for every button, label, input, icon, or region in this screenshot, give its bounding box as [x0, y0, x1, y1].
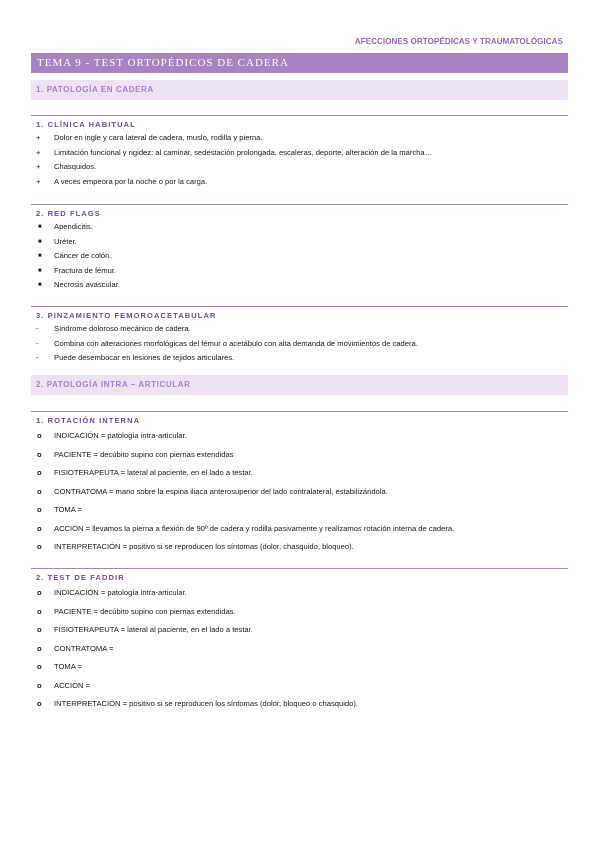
list-item — [31, 278, 568, 293]
bullet-list — [31, 584, 568, 714]
page-title: TEMA 9 - TEST ORTOPÉDICOS DE CADERA — [31, 53, 568, 73]
bullet-marker: o — [37, 468, 42, 477]
list-item-text: Limitación funcional y rigidez: al caminar, sedestación prolongada, escaleras, deporte, alteración de la marcha… — [54, 147, 433, 157]
list-item — [31, 427, 568, 446]
subsection-title: 2. RED FLAGS — [36, 209, 101, 218]
bullet-list — [31, 131, 568, 189]
list-item-text: Apendicitis. — [54, 222, 93, 231]
list-item-text: FISIOTERAPEUTA = lateral al paciente, en el lado a testar. — [54, 625, 253, 634]
running-header: AFECCIONES ORTOPÉDICAS Y TRAUMATOLÓGICAS — [354, 37, 563, 46]
bullet-marker: - — [36, 324, 39, 333]
bullet-marker: ■ — [38, 282, 42, 288]
list-item — [31, 446, 568, 465]
list-item-text: Uréter. — [54, 236, 77, 246]
bullet-marker: - — [36, 353, 39, 362]
bullet-marker: o — [37, 588, 42, 597]
list-item — [31, 584, 568, 603]
list-item-text: CONTRATOMA = — [54, 643, 114, 653]
list-item — [31, 483, 568, 502]
list-item — [31, 501, 568, 520]
list-item-text: Combina con alteraciones morfológicas del fémur o acetábulo con alta demanda de movimientos de cadera. — [54, 338, 418, 348]
list-item-text: Síndrome doloroso mecánico de cadera. — [54, 324, 191, 333]
list-item-text: INDICACIÓN = patología intra-articular. — [54, 588, 187, 597]
divider — [31, 115, 568, 116]
subsection-clinica-habitual — [31, 115, 568, 189]
divider — [31, 204, 568, 205]
subsection-title: 3. PINZAMIENTO FEMOROACETABULAR — [36, 311, 217, 320]
list-item — [31, 160, 568, 175]
bullet-marker: o — [37, 449, 42, 459]
divider — [31, 568, 568, 569]
bullet-list — [31, 322, 568, 366]
bullet-marker: ■ — [38, 224, 42, 230]
list-item — [31, 695, 568, 714]
list-item — [31, 249, 568, 264]
list-item-text: Chasquidos. — [54, 162, 97, 171]
list-item-text: Cáncer de colón. — [54, 251, 112, 260]
divider — [31, 306, 568, 307]
list-item-text: ACCIÓN = llevamos la pierna a flexión de 90º de cadera y rodilla pasivamente y realizamos rotación interna de cadera. — [54, 523, 455, 533]
subsection-title: 1. ROTACIÓN INTERNA — [36, 416, 141, 425]
bullet-marker: o — [37, 643, 42, 653]
list-item — [31, 131, 568, 146]
list-item — [31, 235, 568, 250]
bullet-marker: o — [37, 662, 42, 671]
bullet-marker: ■ — [38, 253, 42, 259]
list-item — [31, 640, 568, 659]
list-item — [31, 520, 568, 539]
bullet-marker: + — [36, 176, 41, 186]
bullet-marker: - — [36, 338, 39, 348]
list-item — [31, 175, 568, 190]
list-item-text: A veces empeora por la noche o por la carga. — [54, 176, 208, 186]
bullet-marker: o — [37, 680, 42, 690]
bullet-marker: ■ — [38, 238, 42, 245]
bullet-marker: o — [37, 699, 42, 708]
bullet-marker: o — [37, 523, 42, 533]
list-item-text: FISIOTERAPEUTA = lateral al paciente, en el lado a testar. — [54, 468, 253, 477]
bullet-marker: + — [36, 162, 41, 171]
bullet-marker: o — [37, 431, 42, 440]
divider — [31, 411, 568, 412]
subsection-pinzamiento — [31, 306, 568, 366]
subsection-title: 1. CLÍNICA HABITUAL — [36, 120, 136, 129]
bullet-marker: + — [36, 133, 41, 142]
subsection-red-flags — [31, 204, 568, 293]
list-item-text: INTERPRETACIÓN = positivo si se reproducen los síntomas (dolor, bloqueo o chasquido). — [54, 699, 358, 708]
list-item — [31, 264, 568, 279]
list-item-text: CONTRATOMA = mano sobre la espina iliaca anterosuperior del lado contralateral, estabilizándola. — [54, 486, 388, 496]
list-item-text: ACCIÓN = — [54, 680, 91, 690]
list-item-text: Dolor en ingle y cara lateral de cadera, muslo, rodilla y pierna. — [54, 133, 263, 142]
list-item — [31, 322, 568, 337]
list-item-text: Necrosis avascular. — [54, 280, 120, 289]
bullet-marker: ■ — [38, 267, 42, 274]
bullet-marker: o — [37, 505, 42, 514]
bullet-list — [31, 427, 568, 557]
list-item — [31, 621, 568, 640]
subsection-rotacion-interna — [31, 411, 568, 557]
list-item-text: PACIENTE = decúbito supino con piernas extendidas. — [54, 606, 236, 616]
list-item-text: INTERPRETACIÓN = positivo si se reproducen los síntomas (dolor, chasquido, bloqueo). — [54, 542, 354, 551]
list-item-text: Fractura de fémur. — [54, 265, 117, 275]
list-item-text: PACIENTE = decúbito supino con piernas extendidas — [54, 449, 234, 459]
list-item — [31, 220, 568, 235]
bullet-list — [31, 220, 568, 293]
section-heading-intra-articular: 2. PATOLOGÍA INTRA – ARTICULAR — [31, 375, 568, 395]
list-item — [31, 658, 568, 677]
section-heading-patologia-cadera: 1. PATOLOGÍA EN CADERA — [31, 80, 568, 100]
list-item — [31, 603, 568, 622]
bullet-marker: o — [37, 542, 42, 551]
bullet-marker: o — [37, 486, 42, 496]
bullet-marker: o — [37, 606, 42, 616]
bullet-marker: + — [36, 147, 41, 157]
list-item — [31, 146, 568, 161]
list-item — [31, 337, 568, 352]
bullet-marker: o — [37, 625, 42, 634]
list-item — [31, 351, 568, 366]
subsection-test-faddir — [31, 568, 568, 714]
subsection-title: 2. TEST DE FADDIR — [36, 573, 125, 582]
list-item — [31, 464, 568, 483]
list-item-text: TOMA = — [54, 662, 82, 671]
list-item-text: Puede desembocar en lesiones de tejidos articulares. — [54, 353, 235, 362]
list-item — [31, 677, 568, 696]
list-item-text: TOMA = — [54, 505, 82, 514]
list-item — [31, 538, 568, 557]
list-item-text: INDICACIÓN = patología intra-articular. — [54, 431, 187, 440]
